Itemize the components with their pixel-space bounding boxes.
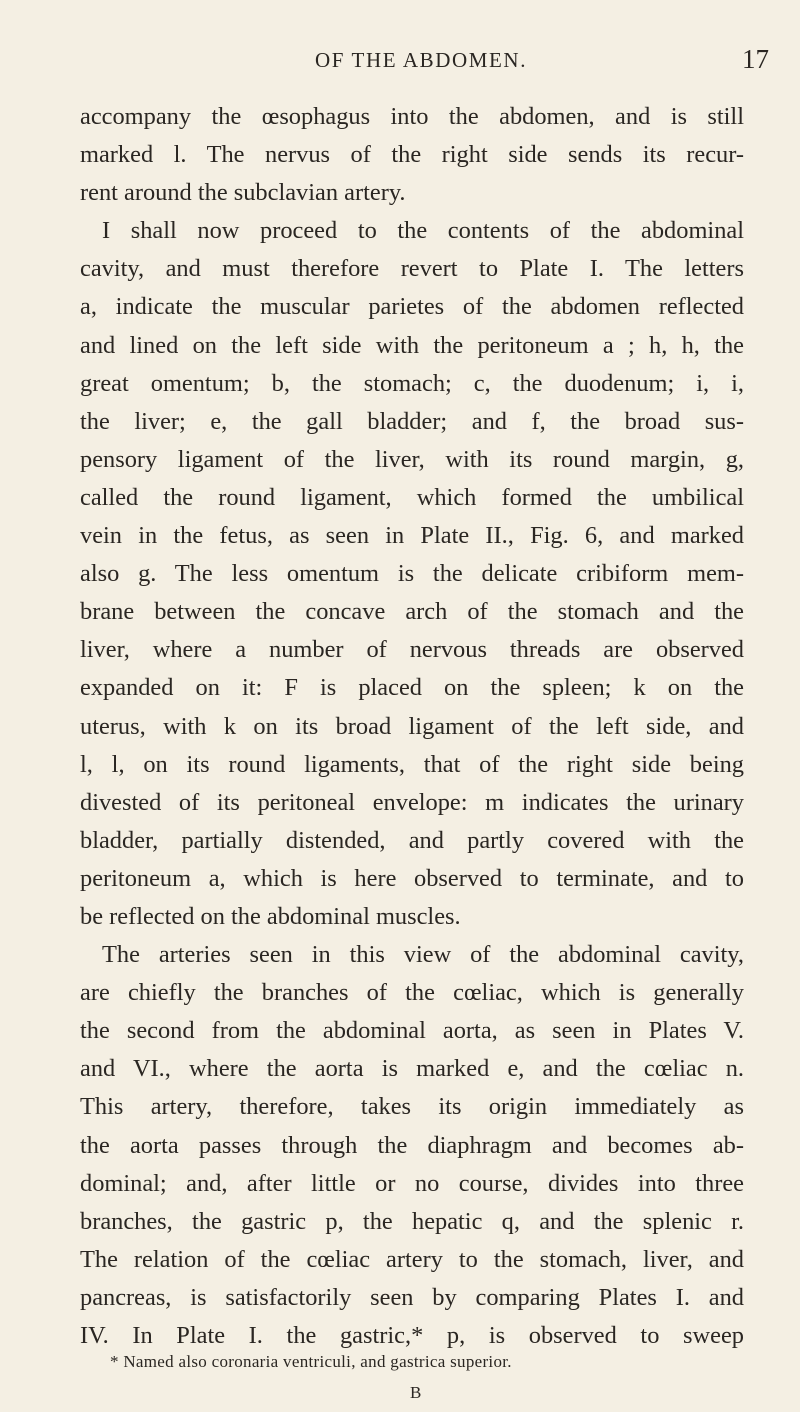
text-line: accompany the œsophagus into the abdomen, and is still (80, 103, 744, 130)
text-line: the second from the abdominal aorta, as seen in Plates V. (80, 1017, 744, 1045)
text-line: vein in the fetus, as seen in Plate II., Fig. 6, and marked (80, 522, 744, 550)
text-line: liver, where a number of nervous threads are observed (80, 636, 744, 664)
footnote: * Named also coronaria ventriculi, and gastrica superior. (110, 1352, 512, 1371)
text-line: also g. The less omentum is the delicate cribiform mem- (80, 560, 744, 588)
text-line: called the round ligament, which formed the umbilical (80, 483, 744, 511)
signature-mark: B (410, 1383, 422, 1402)
text-line: cavity, and must therefore revert to Plate I. The letters (80, 255, 744, 283)
text-line: l, l, on its round ligaments, that of the right side being (80, 750, 744, 778)
text-line: are chiefly the branches of the cœliac, which is generally (80, 979, 744, 1007)
text-line: dominal; and, after little or no course, divides into three (80, 1169, 744, 1197)
text-line: a, indicate the muscular parietes of the abdomen reflected (80, 293, 744, 321)
text-line: expanded on it: F is placed on the spleen; k on the (80, 674, 744, 702)
text-line: marked l. The nervus of the right side sends its recur- (80, 141, 744, 169)
text-line: and VI., where the aorta is marked e, and the cœliac n. (80, 1055, 744, 1083)
text-line: I shall now proceed to the contents of the abdominal (102, 217, 744, 245)
text-line: bladder, partially distended, and partly covered with the (80, 826, 744, 854)
text-line: the aorta passes through the diaphragm and becomes ab- (80, 1131, 744, 1159)
text-line: be reflected on the abdominal muscles. (80, 902, 461, 930)
text-line: branches, the gastric p, the hepatic q, and the splenic r. (80, 1207, 744, 1235)
text-line: brane between the concave arch of the stomach and the (80, 598, 744, 626)
text-line: The relation of the cœliac artery to the stomach, liver, and (80, 1245, 744, 1273)
running-head: OF THE ABDOMEN. (315, 48, 528, 72)
text-line: rent around the subclavian artery. (80, 179, 406, 207)
text-line: and lined on the left side with the peritoneum a ; h, h, the (80, 331, 744, 359)
text-line: This artery, therefore, takes its origin immediately as (80, 1093, 744, 1121)
page-header (0, 44, 800, 84)
text-line: peritoneum a, which is here observed to terminate, and to (80, 864, 744, 892)
text-line: great omentum; b, the stomach; c, the duodenum; i, i, (80, 369, 744, 397)
text-line: IV. In Plate I. the gastric,* p, is observed to sweep (80, 1322, 744, 1349)
text-line: pensory ligament of the liver, with its round margin, g, (80, 445, 744, 473)
body-text (80, 98, 744, 1355)
text-line: The arteries seen in this view of the abdominal cavity, (102, 941, 744, 969)
text-line: the liver; e, the gall bladder; and f, the broad sus- (80, 407, 744, 435)
text-line: uterus, with k on its broad ligament of the left side, and (80, 712, 744, 740)
text-line: pancreas, is satisfactorily seen by comparing Plates I. and (80, 1283, 744, 1311)
page-number: 17 (742, 44, 769, 74)
text-line: divested of its peritoneal envelope: m indicates the urinary (80, 788, 744, 816)
